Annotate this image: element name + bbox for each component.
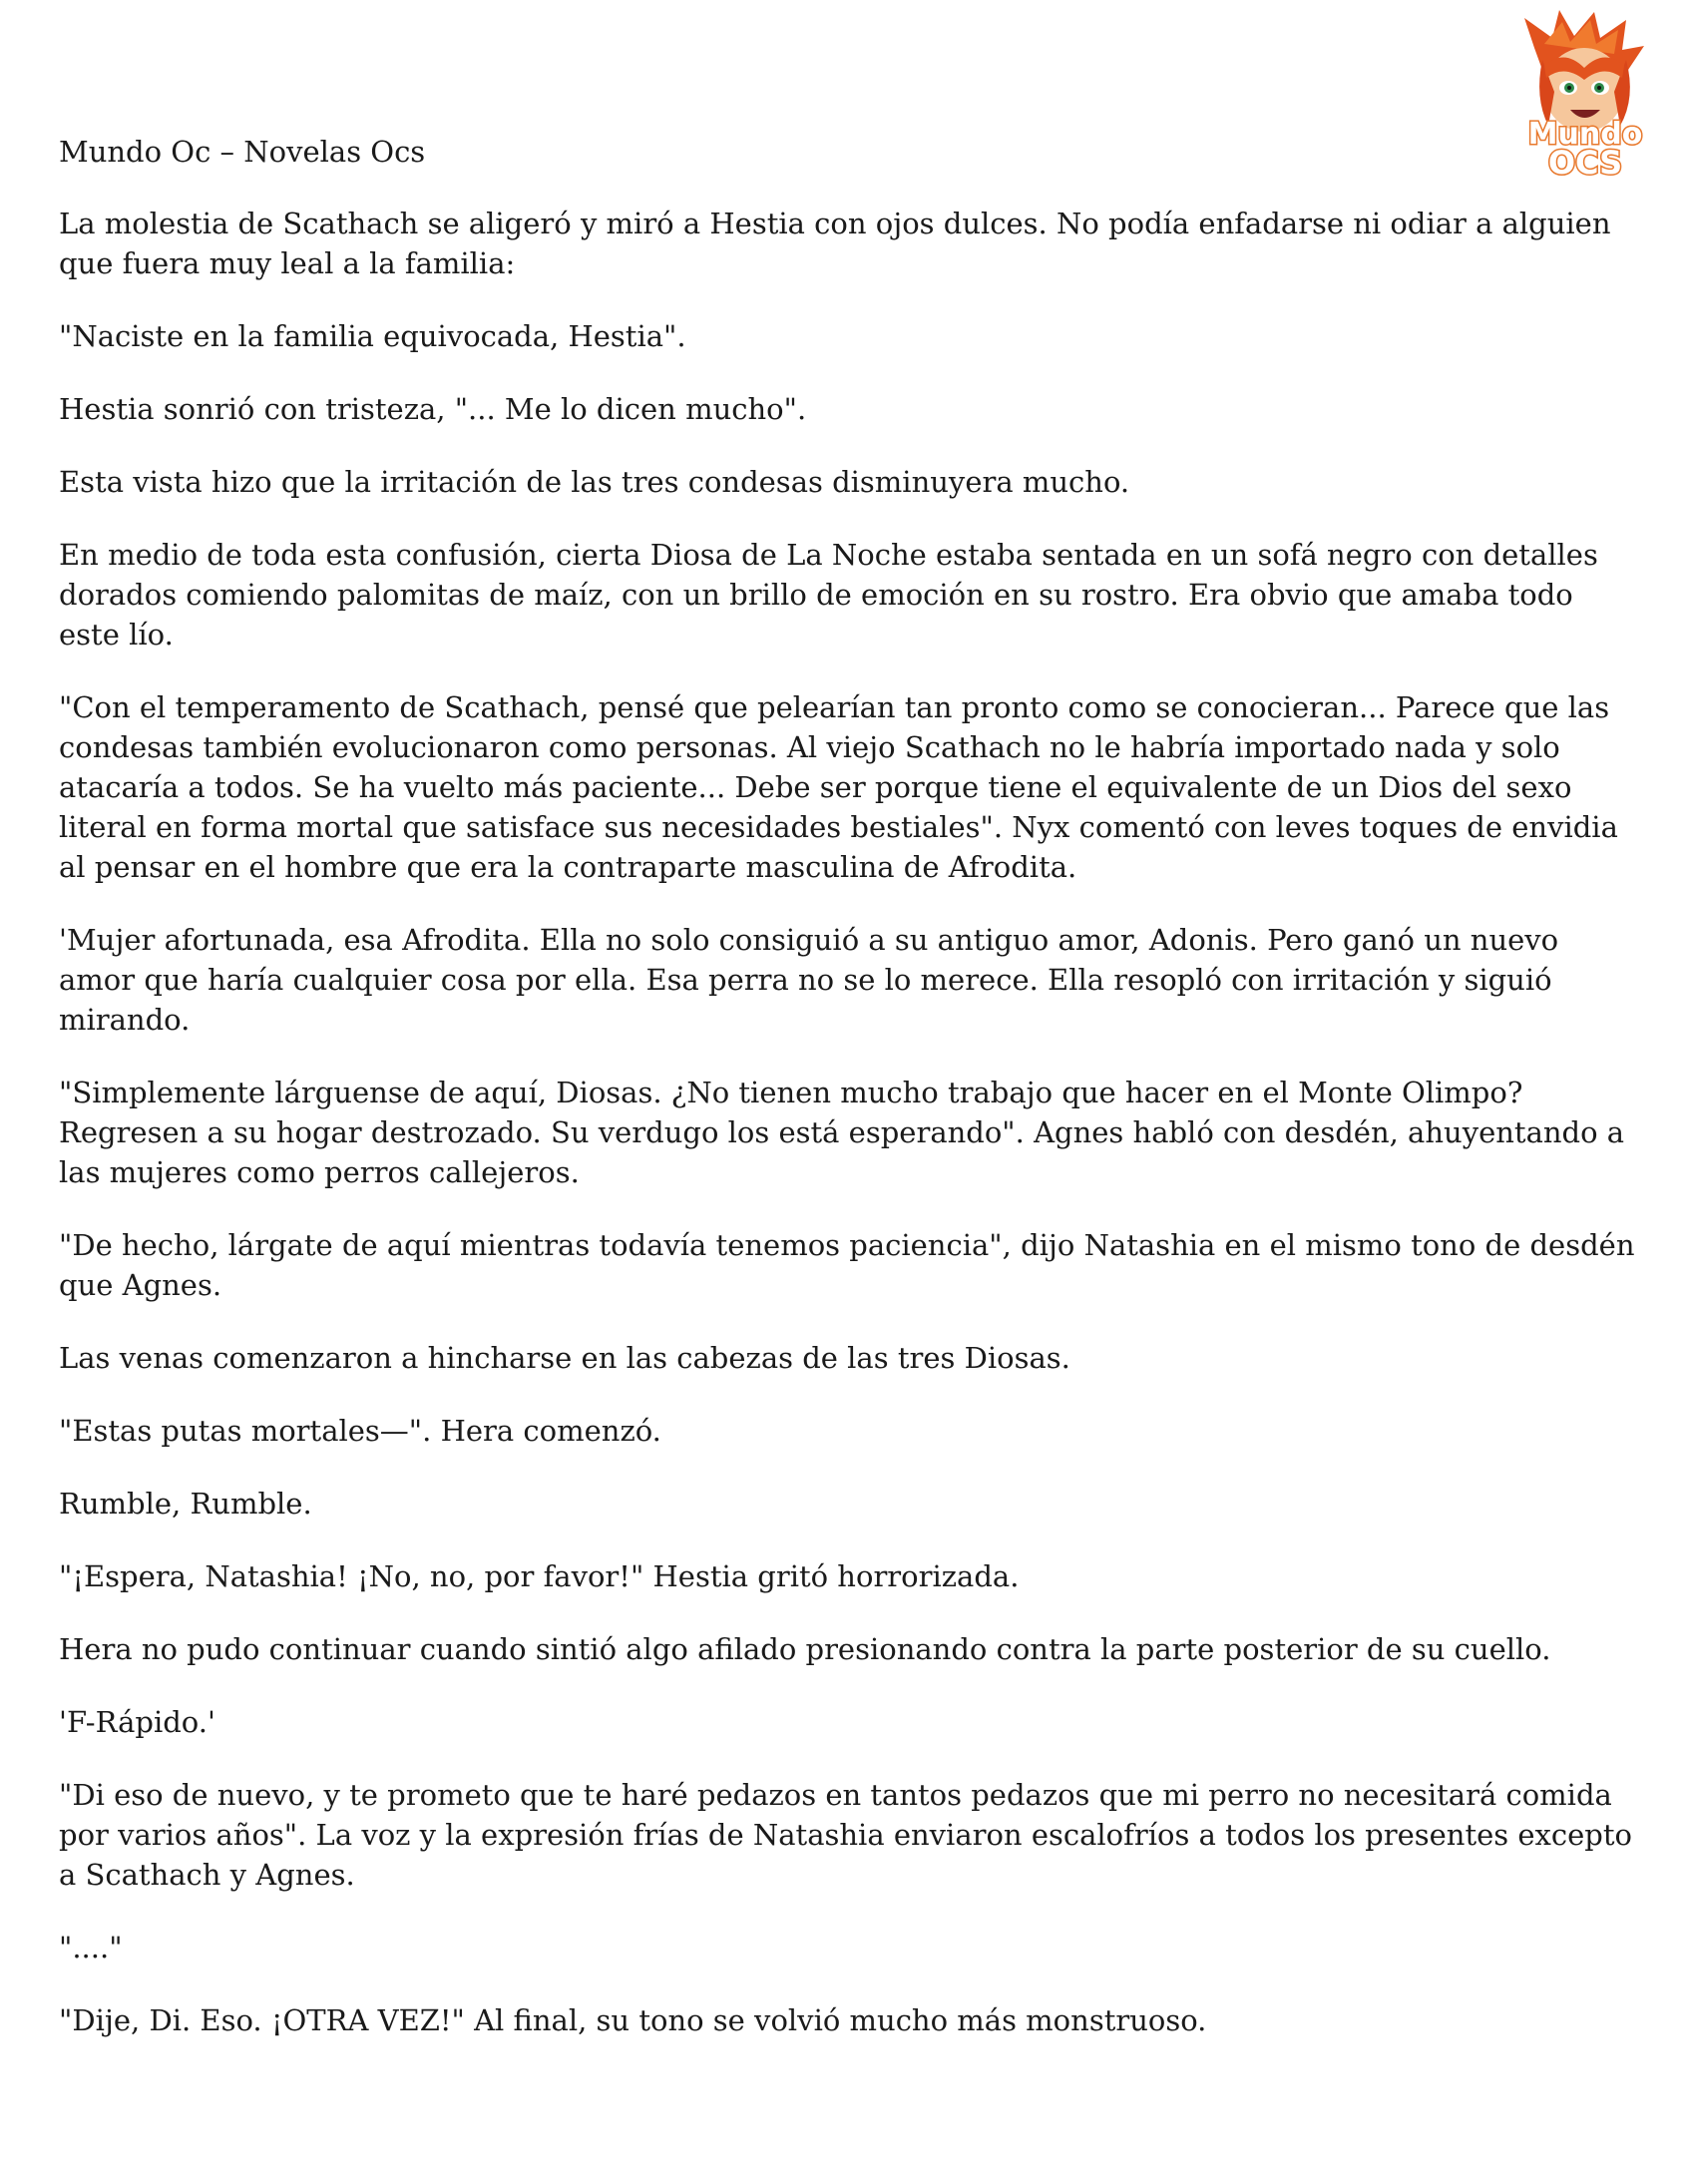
paragraph: "...." <box>59 1931 123 1965</box>
site-title: Mundo Oc – Novelas Ocs <box>59 135 426 169</box>
paragraph: Las venas comenzaron a hincharse en las cabezas de las tres Diosas. <box>59 1341 1070 1375</box>
paragraph: Hera no pudo continuar cuando sintió algo afilado presionando contra la parte posterior de su cuello. <box>59 1632 1551 1666</box>
document-body <box>59 204 1635 2073</box>
paragraph: "Simplemente lárguense de aquí, Diosas. ¿No tienen mucho trabajo que hacer en el Monte Olimpo? Regresen a su hogar destrozado. Su verdugo los está esperando". Agnes habló con desdén, ahuyentando a las mujeres como perros callejeros. <box>59 1076 1625 1189</box>
paragraph: "Dije, Di. Eso. ¡OTRA VEZ!" Al final, su tono se volvió mucho más monstruoso. <box>59 2003 1207 2037</box>
paragraph: En medio de toda esta confusión, cierta Diosa de La Noche estaba sentada en un sofá negro con detalles dorados comiendo palomitas de maíz, con un brillo de emoción en su rostro. Era obvio que amaba todo este lío. <box>59 538 1598 652</box>
paragraph: "Con el temperamento de Scathach, pensé que pelearían tan pronto como se conocieran... Parece que las condesas también evolucionaron como personas. Al viejo Scathach no le habría importado nada y solo atacaría a todos. Se ha vuelto más paciente... Debe ser porque tiene el equivalente de un Dios del sexo literal en forma mortal que satisface sus necesidades bestiales". Nyx comentó con leves toques de envidia al pensar en el hombre que era la contraparte masculina de Afrodita. <box>59 690 1618 884</box>
paragraph: 'Mujer afortunada, esa Afrodita. Ella no solo consiguió a su antiguo amor, Adonis. Pero ganó un nuevo amor que haría cualquier cosa por ella. Esa perra no se lo merece. Ella resopló con irritación y siguió mirando. <box>59 923 1559 1037</box>
logo-line2: OCS <box>1547 144 1623 180</box>
paragraph: Rumble, Rumble. <box>59 1487 312 1521</box>
logo-line1: Mundo <box>1527 117 1643 152</box>
paragraph: Hestia sonrió con tristeza, "... Me lo dicen mucho". <box>59 392 807 426</box>
paragraph: Esta vista hizo que la irritación de las tres condesas disminuyera mucho. <box>59 465 1130 499</box>
paragraph: "De hecho, lárgate de aquí mientras todavía tenemos paciencia", dijo Natashia en el mismo tono de desdén que Agnes. <box>59 1228 1635 1302</box>
paragraph: "Di eso de nuevo, y te prometo que te haré pedazos en tantos pedazos que mi perro no necesitará comida por varios años". La voz y la expresión frías de Natashia enviaron escalofríos a todos los presentes excepto a Scathach y Agnes. <box>59 1778 1632 1892</box>
mundo-ocs-logo-icon <box>1504 8 1666 180</box>
paragraph: "Naciste en la familia equivocada, Hestia". <box>59 319 686 353</box>
paragraph: "Estas putas mortales—". Hera comenzó. <box>59 1414 661 1448</box>
paragraph: "¡Espera, Natashia! ¡No, no, por favor!" Hestia gritó horrorizada. <box>59 1559 1020 1593</box>
paragraph: La molestia de Scathach se aligeró y miró a Hestia con ojos dulces. No podía enfadarse ni odiar a alguien que fuera muy leal a la familia: <box>59 207 1611 280</box>
paragraph: 'F-Rápido.' <box>59 1705 215 1739</box>
